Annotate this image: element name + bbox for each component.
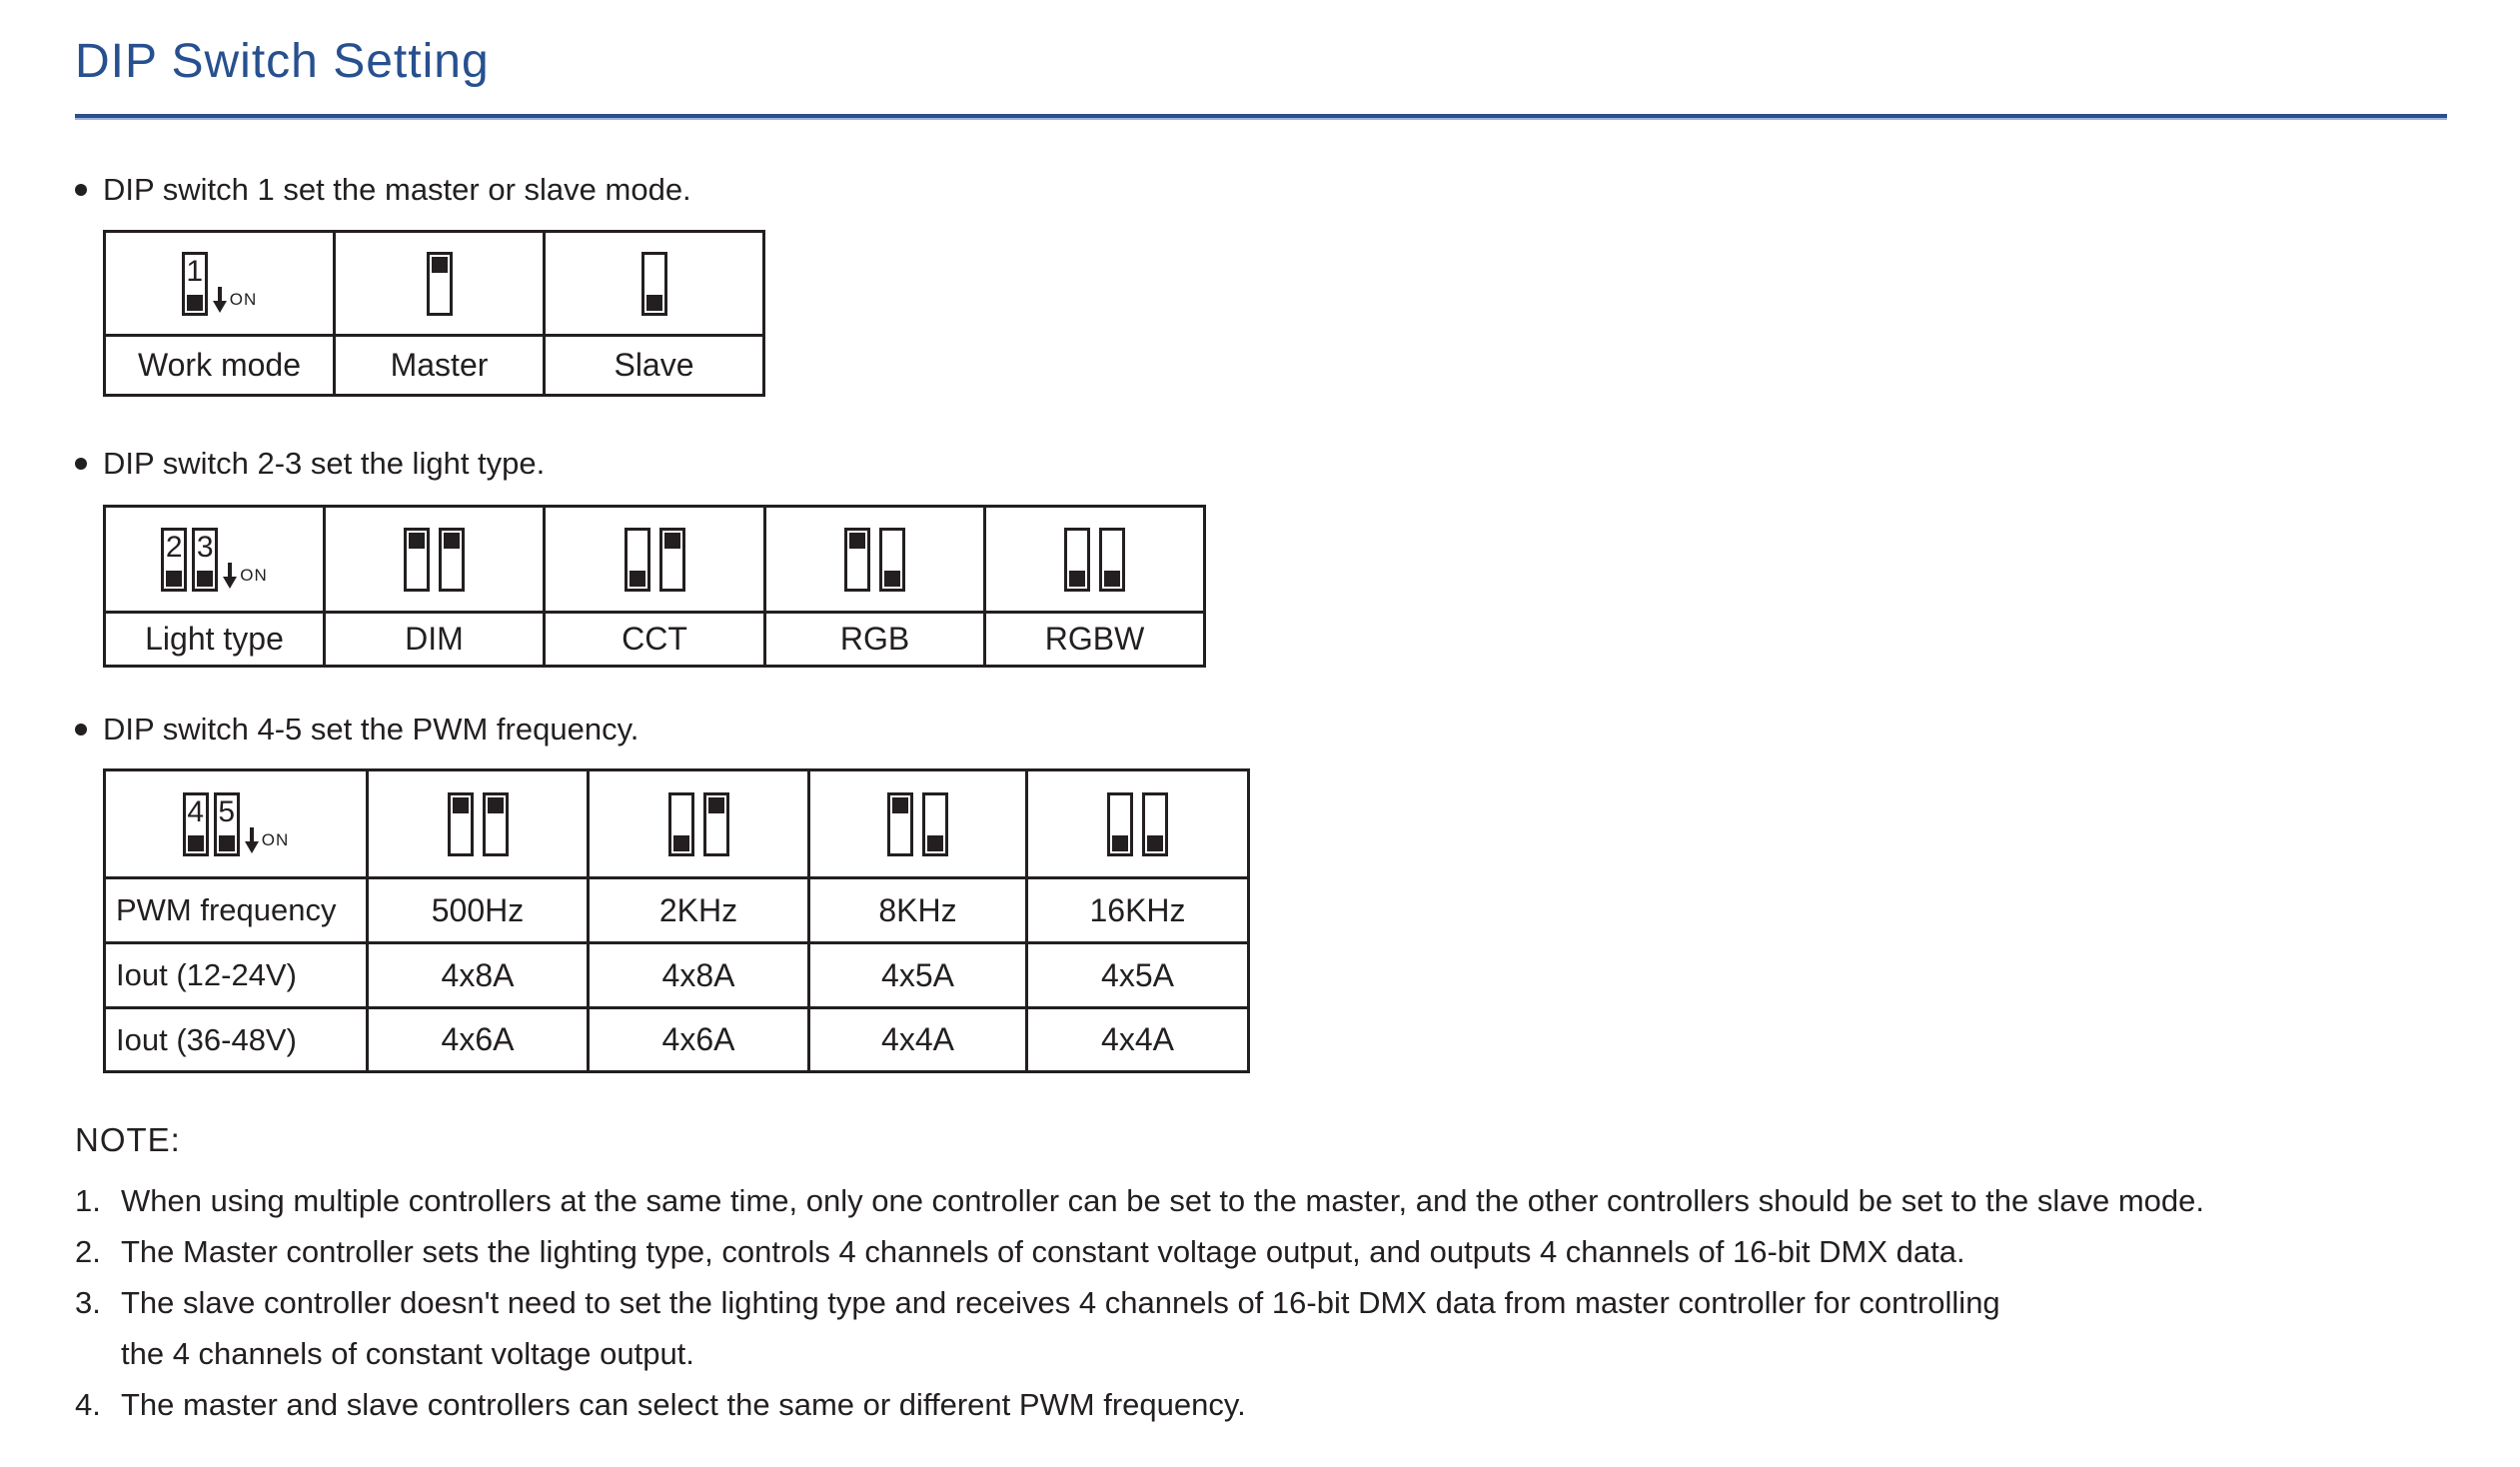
switch-cell-rgb [765, 507, 985, 613]
note-item-text: The Master controller sets the lighting type, controls 4 channels of constant voltage output, and outputs 4 channels of 16-bit DMX data. [121, 1234, 1965, 1269]
on-label: ON [229, 290, 258, 309]
dip-knob [187, 295, 203, 311]
switch-cell-8khz [809, 770, 1027, 878]
dip-number: 3 [196, 530, 214, 564]
dip-knob [166, 571, 182, 587]
table-row [105, 1008, 1249, 1072]
dip-switch [659, 528, 685, 592]
dip-knob [708, 797, 724, 813]
dip-knob [188, 835, 204, 851]
option-label: CCT [545, 613, 765, 667]
dip-knob [1104, 571, 1120, 587]
iout-value: 4x5A [809, 943, 1027, 1008]
row-label: Work mode [105, 336, 335, 396]
dip-switch [887, 792, 913, 856]
note-section [75, 1121, 2470, 1430]
table-row [105, 232, 764, 336]
switch-cell-cct [545, 507, 765, 613]
on-label: ON [261, 830, 290, 849]
dip-switch [427, 252, 453, 316]
section-heading-text: DIP switch 4-5 set the PWM frequency. [103, 712, 639, 746]
note-item [75, 1379, 2470, 1430]
dip-switch-legend-1 [182, 252, 208, 316]
dip-switch [483, 792, 509, 856]
iout-value: 4x4A [809, 1008, 1027, 1072]
dip-switch-legend-5 [214, 792, 240, 856]
dip-knob [927, 835, 943, 851]
note-item-number: 3. [75, 1285, 101, 1320]
table-row [105, 336, 764, 396]
table-row [105, 507, 1205, 613]
dip-number: 2 [165, 530, 183, 564]
section-heading-text: DIP switch 2-3 set the light type. [103, 446, 546, 481]
table-row [105, 613, 1205, 667]
row-label: PWM frequency [105, 878, 368, 943]
dip-switch [1107, 792, 1133, 856]
dip-number: 5 [218, 794, 236, 828]
dip-switch [1142, 792, 1168, 856]
iout-value: 4x6A [368, 1008, 589, 1072]
note-item-text: When using multiple controllers at the same time, only one controller can be set to the master, and the other controllers should be set to the slave mode. [121, 1183, 2205, 1218]
dip-knob [673, 835, 689, 851]
note-heading: NOTE: [75, 1121, 181, 1158]
switch-cell-rgbw [985, 507, 1205, 613]
light-type-table [103, 505, 1206, 668]
option-label: RGBW [985, 613, 1205, 667]
freq-value: 8KHz [809, 878, 1027, 943]
section-heading-light-type [75, 446, 545, 482]
note-item [75, 1226, 2470, 1277]
note-item-number: 4. [75, 1387, 101, 1422]
legend-cell [105, 232, 335, 336]
dip-knob [849, 533, 865, 549]
note-item [75, 1175, 2470, 1226]
dip-knob [488, 797, 504, 813]
freq-value: 16KHz [1027, 878, 1249, 943]
dip-switch [668, 792, 694, 856]
dip-switch [922, 792, 948, 856]
bullet-icon [75, 724, 87, 735]
dip-knob [409, 533, 425, 549]
dip-switch [641, 252, 667, 316]
dip-switch [703, 792, 729, 856]
down-arrow-icon [223, 563, 237, 590]
iout-value: 4x4A [1027, 1008, 1249, 1072]
section-heading-text: DIP switch 1 set the master or slave mode. [103, 172, 691, 207]
iout-value: 4x6A [589, 1008, 809, 1072]
work-mode-table [103, 230, 765, 397]
iout-value: 4x5A [1027, 943, 1249, 1008]
dip-knob [884, 571, 900, 587]
option-label: Master [335, 336, 545, 396]
dip-knob [1147, 835, 1163, 851]
iout-value: 4x8A [368, 943, 589, 1008]
page-title: DIP Switch Setting [75, 35, 490, 88]
dip-switch [625, 528, 650, 592]
dip-switch-legend-4 [183, 792, 209, 856]
dip-knob [1112, 835, 1128, 851]
switch-cell-dim [325, 507, 545, 613]
note-item-text: The slave controller doesn't need to set the lighting type and receives 4 channels of 16-bit DMX data from master controller for controlling [121, 1285, 2000, 1320]
note-item-text: the 4 channels of constant voltage output. [121, 1336, 694, 1371]
dip-number: 4 [187, 794, 205, 828]
bullet-icon [75, 184, 87, 196]
switch-cell-500hz [368, 770, 589, 878]
dip-switch [448, 792, 474, 856]
switch-cell-slave [545, 232, 764, 336]
dip-switch [1064, 528, 1090, 592]
dip-knob [664, 533, 680, 549]
note-item-text: The master and slave controllers can select the same or different PWM frequency. [121, 1387, 1246, 1422]
dip-knob [197, 571, 213, 587]
dip-knob [453, 797, 469, 813]
note-item-continuation [75, 1328, 2470, 1379]
note-item-number: 1. [75, 1183, 101, 1218]
pwm-frequency-table [103, 768, 1250, 1073]
dip-switch [1099, 528, 1125, 592]
switch-cell-master [335, 232, 545, 336]
note-item [75, 1277, 2470, 1328]
dip-switch-legend-3 [192, 528, 218, 592]
dip-number: 1 [186, 254, 204, 288]
legend-cell [105, 770, 368, 878]
note-item-number: 2. [75, 1234, 101, 1269]
table-row [105, 878, 1249, 943]
freq-value: 2KHz [589, 878, 809, 943]
row-label: Iout (36-48V) [105, 1008, 368, 1072]
dip-knob [432, 257, 448, 273]
dip-switch [439, 528, 465, 592]
dip-knob [630, 571, 645, 587]
option-label: DIM [325, 613, 545, 667]
table-row [105, 943, 1249, 1008]
bullet-icon [75, 458, 87, 470]
legend-cell [105, 507, 325, 613]
option-label: RGB [765, 613, 985, 667]
dip-switch [844, 528, 870, 592]
note-item-number [75, 1328, 121, 1379]
dip-knob [219, 835, 235, 851]
down-arrow-icon [245, 827, 259, 854]
iout-value: 4x8A [589, 943, 809, 1008]
dip-switch-legend-2 [161, 528, 187, 592]
section-heading-work-mode [75, 172, 691, 208]
dip-knob [892, 797, 908, 813]
dip-switch [879, 528, 905, 592]
down-arrow-icon [213, 287, 227, 314]
freq-value: 500Hz [368, 878, 589, 943]
table-row [105, 770, 1249, 878]
switch-cell-2khz [589, 770, 809, 878]
option-label: Slave [545, 336, 764, 396]
dip-knob [444, 533, 460, 549]
dip-knob [646, 295, 662, 311]
section-heading-pwm [75, 712, 638, 747]
on-label: ON [240, 566, 268, 585]
switch-cell-16khz [1027, 770, 1249, 878]
title-underline [75, 114, 2447, 120]
row-label: Light type [105, 613, 325, 667]
dip-knob [1069, 571, 1085, 587]
dip-switch [404, 528, 430, 592]
row-label: Iout (12-24V) [105, 943, 368, 1008]
